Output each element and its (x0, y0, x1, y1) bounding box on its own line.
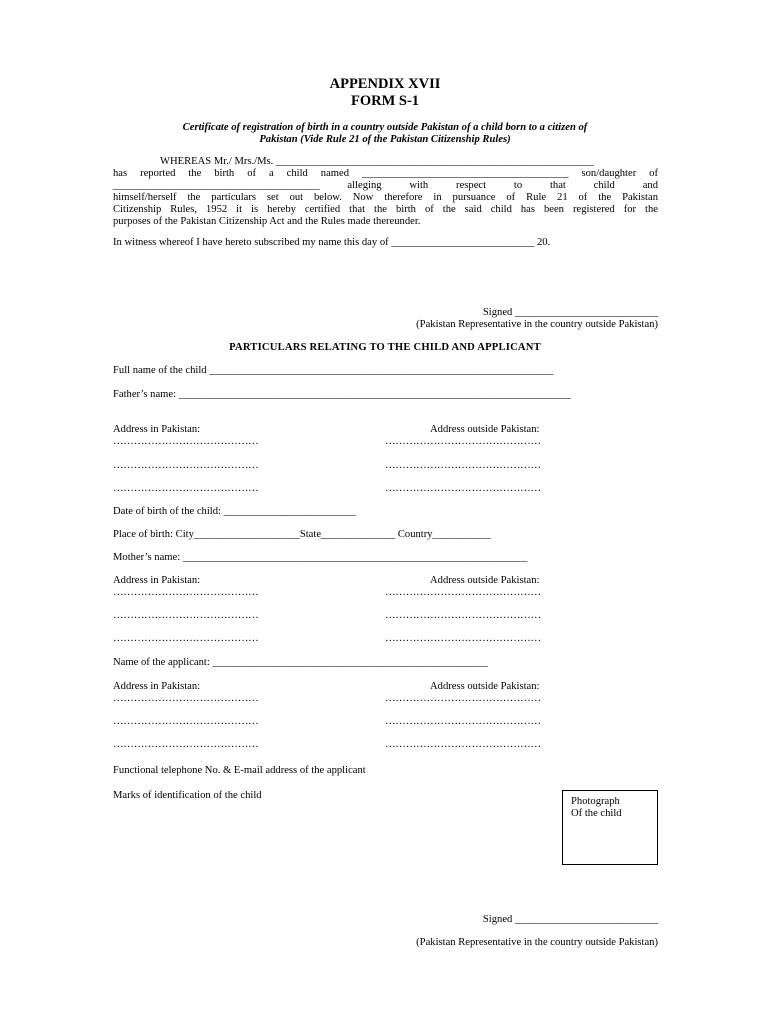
subtitle-line-2: Pakistan (Vide Rule 21 of the Pakistan Citizenship Rules) (259, 134, 511, 145)
applicant-address-pk-line-1: …………………………………… (113, 693, 259, 704)
child-address-abroad-line-2: ……………………………………… (385, 460, 541, 471)
subtitle-line-1: Certificate of registration of birth in a country outside Pakistan of a child born to a citizen of (182, 122, 588, 133)
signed-line-2: Signed ___________________________ (482, 914, 658, 925)
place-of-birth-field: Place of birth: City____________________State______________ Country___________ (113, 529, 491, 540)
child-address-pk-line-2: …………………………………… (113, 460, 259, 471)
mother-address-abroad-label: Address outside Pakistan: (430, 575, 540, 586)
mother-address-pk-label: Address in Pakistan: (113, 575, 201, 586)
whereas-line: WHEREAS Mr./ Mrs./Ms. ____________________________________________________________ (160, 156, 594, 167)
child-address-abroad-line-1: ……………………………………… (385, 436, 541, 447)
mother-address-abroad-line-3: ……………………………………… (385, 633, 541, 644)
particulars-heading: PARTICULARS RELATING TO THE CHILD AND APPLICANT (229, 342, 541, 353)
declaration-paragraph (113, 168, 658, 228)
form-title: FORM S-1 (350, 93, 420, 109)
declaration-line-5: Citizenship Rules, 1952 it is hereby certified that the birth of the said child has been registered for the (113, 204, 658, 215)
representative-caption-2: (Pakistan Representative in the country outside Pakistan) (416, 937, 658, 948)
child-address-pk-line-3: …………………………………… (113, 483, 259, 494)
applicant-contact-field: Functional telephone No. & E-mail address of the applicant (113, 765, 366, 776)
child-address-abroad-line-3: ……………………………………… (385, 483, 541, 494)
appendix-title: APPENDIX XVII (329, 76, 441, 92)
witness-line: In witness whereof I have hereto subscribed my name this day of ___________________________ 20. (113, 237, 551, 248)
mother-address-pk-line-1: …………………………………… (113, 587, 259, 598)
representative-caption-1: (Pakistan Representative in the country outside Pakistan) (416, 319, 658, 330)
applicant-address-pk-line-3: …………………………………… (113, 739, 259, 750)
date-of-birth-field: Date of birth of the child: _________________________ (113, 506, 357, 517)
applicant-address-abroad-line-1: ……………………………………… (385, 693, 541, 704)
applicant-address-abroad-line-3: ……………………………………… (385, 739, 541, 750)
child-address-pk-label: Address in Pakistan: (113, 424, 201, 435)
applicant-address-pk-line-2: …………………………………… (113, 716, 259, 727)
declaration-line-6: purposes of the Pakistan Citizenship Act and the Rules made thereunder. (113, 216, 421, 227)
mother-name-field: Mother’s name: _________________________________________________________________ (113, 552, 528, 563)
applicant-address-abroad-label: Address outside Pakistan: (430, 681, 540, 692)
applicant-name-field: Name of the applicant: ____________________________________________________ (113, 657, 488, 668)
child-address-abroad-label: Address outside Pakistan: (430, 424, 540, 435)
child-address-pk-line-1: …………………………………… (113, 436, 259, 447)
mother-address-pk-line-2: …………………………………… (113, 610, 259, 621)
applicant-address-abroad-line-2: ……………………………………… (385, 716, 541, 727)
mother-address-abroad-line-1: ……………………………………… (385, 587, 541, 598)
child-full-name-field: Full name of the child _________________________________________________________________ (113, 365, 554, 376)
identification-marks-field: Marks of identification of the child (113, 790, 262, 801)
mother-address-abroad-line-2: ……………………………………… (385, 610, 541, 621)
applicant-address-pk-label: Address in Pakistan: (113, 681, 201, 692)
declaration-line-4: himself/herself the particulars set out below. Now therefore in pursuance of Rule 21 of the Pakistan (113, 192, 658, 203)
declaration-line-2: has reported the birth of a child named _______________________________________ son/daughter of (113, 168, 658, 179)
photo-label-line-2: Of the child (571, 808, 622, 819)
declaration-line-3: _______________________________________ alleging with respect to that child and (113, 180, 658, 191)
mother-address-pk-line-3: …………………………………… (113, 633, 259, 644)
signed-line-1: Signed ___________________________ (482, 307, 658, 318)
father-name-field: Father’s name: __________________________________________________________________________ (113, 389, 571, 400)
photograph-box (562, 790, 658, 865)
photo-label-line-1: Photograph (571, 796, 620, 807)
certificate-subtitle (112, 122, 658, 146)
